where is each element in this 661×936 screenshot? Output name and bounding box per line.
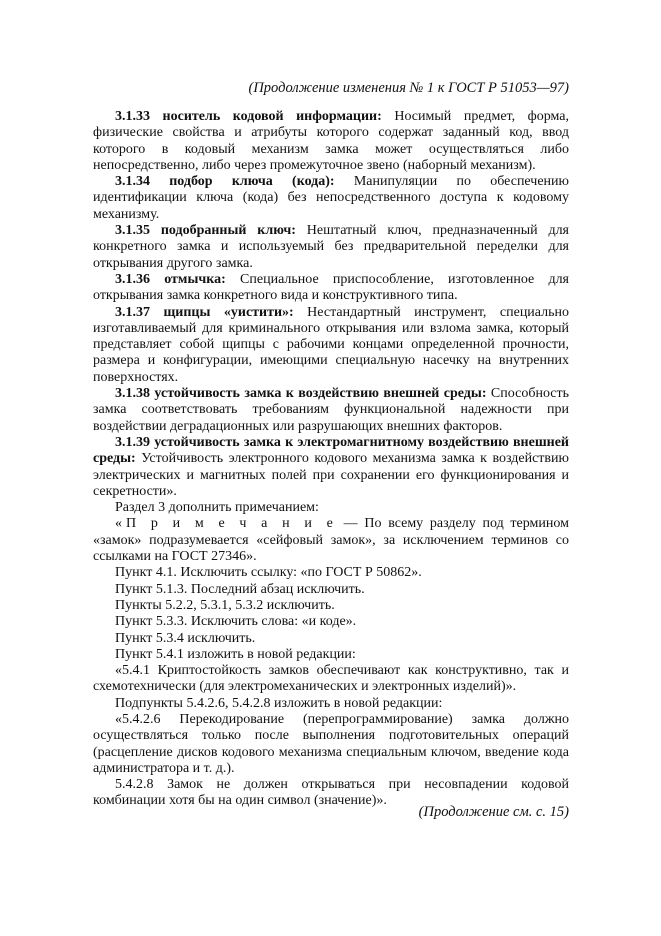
paragraph-5-3-4: Пункт 5.3.4 исключить. <box>115 630 256 646</box>
definition: Способность замка соответствовать требованиям функциональной надежности при воздействии деградационных или разрушающих внешних факторов. <box>93 386 570 434</box>
paragraph-section-3-note-intro: Раздел 3 дополнить примечанием: <box>115 500 319 516</box>
paragraph-3-1-33 <box>93 109 569 174</box>
paragraph-5-3-3: Пункт 5.3.3. Исключить слова: «и коде». <box>115 614 357 630</box>
term: 3.1.35 подобранный ключ: <box>115 223 296 239</box>
paragraph-5-4-2-6: «5.4.2.6 Перекодирование (перепрограммирование) замка должно осуществляться только после выполнения подготовительных операций (расцепление дисков кодового механизма специальным ключом, введение кода администратора и т. д.). <box>93 711 569 776</box>
note-label: «П р и м е ч а н и е <box>115 516 337 532</box>
term: 3.1.38 устойчивость замка к воздействию внешней среды: <box>115 386 487 402</box>
paragraph-4-1: Пункт 4.1. Исключить ссылку: «по ГОСТ Р 50862». <box>115 565 422 581</box>
paragraph-3-1-35 <box>93 223 569 272</box>
paragraph-3-1-37 <box>93 305 569 386</box>
paragraph-5-2-2: Пункты 5.2.2, 5.3.1, 5.3.2 исключить. <box>115 597 335 613</box>
paragraph-subpoints-intro: Подпункты 5.4.2.6, 5.4.2.8 изложить в новой редакции: <box>115 695 443 711</box>
term: 3.1.37 щипцы «уистити»: <box>115 304 294 320</box>
running-header: (Продолжение изменения № 1 к ГОСТ Р 51053—97) <box>248 80 569 96</box>
definition: Нестандартный инструмент, специально изготавливаемый для криминального открывания или взлома замка, который представляет собой щипцы с рабочими концами определенной прочности, размера и конфигурации, имеющими специальную насечку на внутренних поверхностях. <box>93 304 570 385</box>
term: 3.1.39 устойчивость замка к электромагнитному воздействию внешней среды: <box>93 434 569 467</box>
document-body <box>93 109 569 810</box>
definition: Специальное приспособление, изготовленное для открывания замка конкретного вида и конструктивного типа. <box>93 271 569 304</box>
paragraph-5-4-1-intro: Пункт 5.4.1 изложить в новой редакции: <box>115 646 356 662</box>
paragraph-5-4-2-8: 5.4.2.8 Замок не должен открываться при несовпадении кодовой комбинации хотя бы на один символ (значение)». <box>93 777 569 809</box>
definition: Устойчивость электронного кодового механизма замка к воздействию электрических и магнитных полей при сохранении его функционирования и секретности». <box>93 451 569 499</box>
term: 3.1.33 носитель кодовой информации: <box>115 109 382 124</box>
paragraph-3-1-38 <box>93 386 569 435</box>
paragraph-3-1-39 <box>93 435 569 500</box>
definition: Нештатный ключ, предназначенный для конкретного замка и используемый без предварительной переделки для открывания другого замка. <box>93 223 569 271</box>
paragraph-3-1-36 <box>93 272 569 305</box>
paragraph-5-1-3: Пункт 5.1.3. Последний абзац исключить. <box>115 581 365 597</box>
term: 3.1.34 подбор ключа (кода): <box>115 174 335 190</box>
paragraph-3-1-34 <box>93 174 569 223</box>
definition: Носимый предмет, форма, физические свойства и атрибуты которого содержат заданный код, ввод которого в кодовый механизм замка может осуществляться либо непосредственно, либо через промежуточное звено (наборный механизм). <box>93 109 569 173</box>
continuation-footer: (Продолжение см. с. 15) <box>418 804 569 820</box>
definition: Манипуляции по обеспечению идентификации ключа (кода) без непосредственного доступа к кодовому механизму. <box>93 174 569 222</box>
term: 3.1.36 отмычка: <box>115 271 226 287</box>
paragraph-note: «П р и м е ч а н и е — По всему разделу под термином «замок» подразумевается «сейфовый замок», за исключением терминов со ссылками на ГОСТ 27346». <box>93 516 569 565</box>
paragraph-5-4-1: «5.4.1 Криптостойкость замков обеспечивают как конструктивно, так и схемотехнически (для электромеханических и электронных изделий)». <box>93 663 569 695</box>
